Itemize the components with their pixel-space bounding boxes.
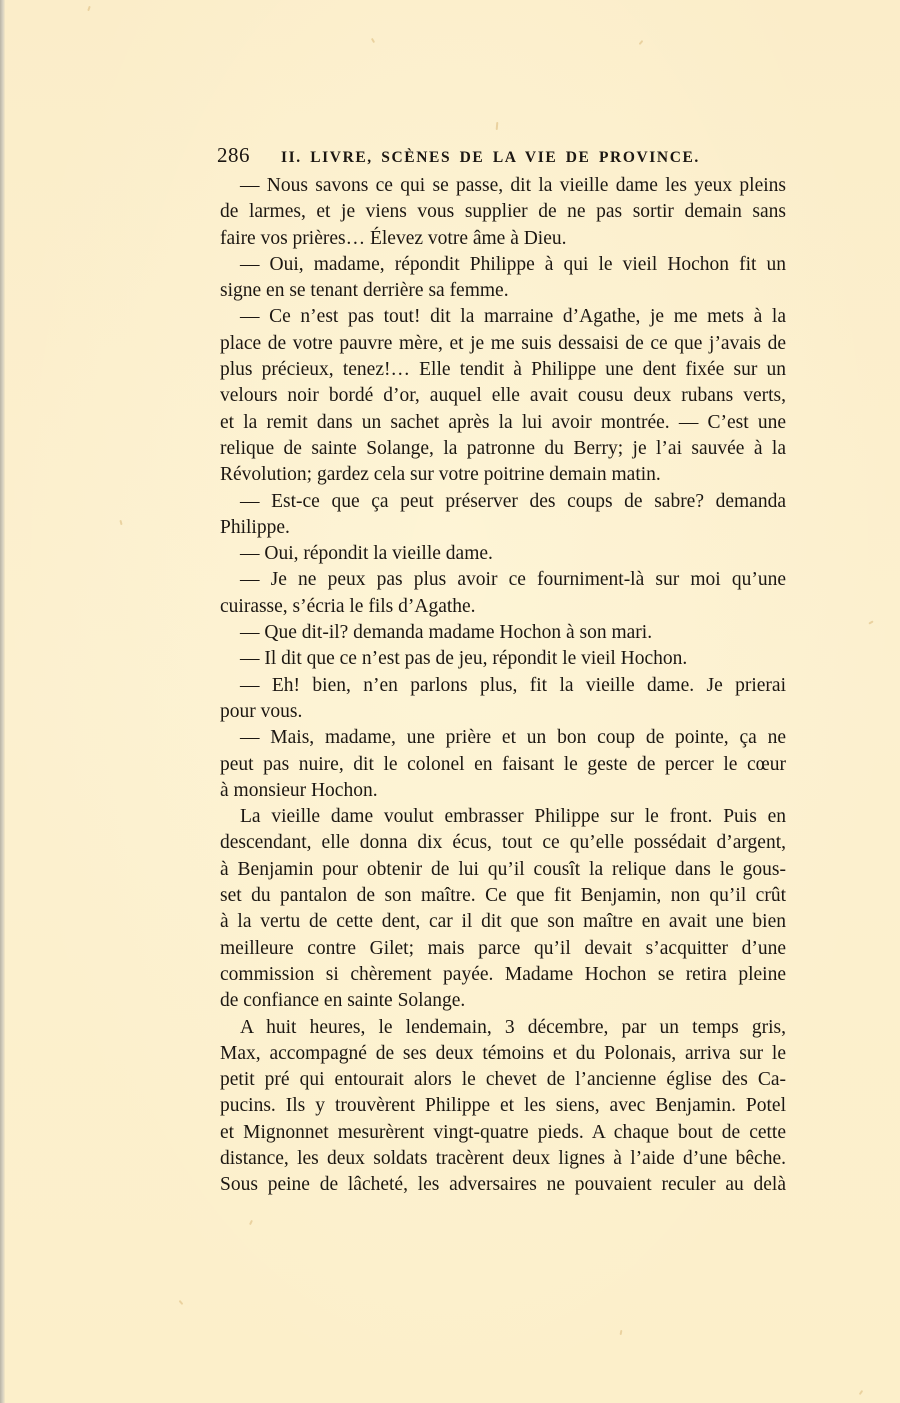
text-line: meilleure contre Gilet; mais parce qu’il devait s’acquitter d’une [220, 937, 786, 959]
text-line: et la remit dans un sachet après la lui avoir montrée. — C’est une [220, 411, 786, 433]
paper-fleck [639, 40, 644, 45]
text-line: Philippe. [220, 516, 290, 538]
text-line: Révolution; gardez cela sur votre poitrine demain matin. [220, 464, 661, 486]
paragraph [220, 252, 786, 305]
paragraph [220, 304, 786, 488]
paragraph [220, 567, 786, 620]
text-line: — Que dit-il? demanda madame Hochon à son mari. [240, 622, 653, 644]
text-line: signe en se tenant derrière sa femme. [220, 280, 509, 302]
paper-fleck [620, 1330, 623, 1335]
text-line: de confiance en sainte Solange. [220, 990, 466, 1012]
paper-fleck [868, 620, 873, 624]
paper-fleck [119, 520, 122, 525]
paragraph [220, 646, 786, 672]
text-line: — Nous savons ce qui se passe, dit la vieille dame les yeux pleins [240, 175, 786, 196]
paper-fleck [87, 6, 91, 11]
text-line: pucins. Ils y trouvèrent Philippe et les siens, avec Benjamin. Potel [220, 1095, 786, 1117]
paragraph [220, 173, 786, 252]
text-line: La vieille dame voulut embrasser Philippe sur le front. Puis en [240, 806, 786, 828]
text-line: — Ce n’est pas tout! dit la marraine d’Agathe, je me mets à la [240, 306, 786, 328]
paper-fleck [496, 122, 499, 130]
text-line: cuirasse, s’écria le fils d’Agathe. [220, 595, 476, 617]
text-line: velours noir bordé d’or, auquel elle avait cousu deux rubans verts, [220, 385, 786, 407]
running-head-title: II. LIVRE, SCÈNES DE LA VIE DE PROVINCE. [281, 149, 700, 166]
text-line: à monsieur Hochon. [220, 779, 378, 801]
text-line: distance, les deux soldats tracèrent deux lignes à l’aide d’une bêche. [220, 1147, 786, 1169]
paper-fleck [371, 38, 375, 43]
text-line: petit pré qui entourait alors le chevet de l’ancienne église des Ca- [220, 1069, 786, 1091]
page-number: 286 [217, 143, 250, 167]
text-line: et Mignonnet mesurèrent vingt-quatre pieds. A chaque bout de cette [220, 1121, 786, 1143]
text-line: — Il dit que ce n’est pas de jeu, répondit le vieil Hochon. [240, 648, 688, 670]
running-head [217, 143, 786, 169]
text-line: pour vous. [220, 700, 303, 722]
text-line: Max, accompagné de ses deux témoins et du Polonais, arriva sur le [220, 1042, 786, 1064]
text-line: de larmes, et je viens vous supplier de ne pas sortir demain sans [220, 201, 786, 223]
text-line: à la vertu de cette dent, car il dit que son maître en avait une bien [220, 911, 786, 933]
text-line: — Oui, madame, répondit Philippe à qui le vieil Hochon fit un [240, 253, 786, 275]
text-line: faire vos prières… Élevez votre âme à Dieu. [220, 227, 567, 249]
text-line: commission si chèrement payée. Madame Hochon se retira pleine [220, 963, 786, 985]
text-line: descendant, elle donna dix écus, tout ce qu’elle possédait d’argent, [220, 832, 786, 854]
page-text-block [217, 143, 786, 1199]
paper-fleck [249, 1220, 253, 1225]
text-line: — Mais, madame, une prière et un bon coup de pointe, ça ne [240, 727, 786, 749]
text-line: à Benjamin pour obtenir de lui qu’il cousît la relique dans le gous- [220, 858, 786, 880]
text-line: — Est-ce que ça peut préserver des coups de sabre? demanda [240, 490, 786, 512]
text-line: — Je ne peux pas plus avoir ce fourniment-là sur moi qu’une [240, 569, 786, 591]
paragraph [220, 620, 786, 646]
text-line: — Eh! bien, n’en parlons plus, fit la vieille dame. Je prierai [240, 674, 786, 696]
paragraph [220, 804, 786, 1014]
paragraph [220, 489, 786, 542]
text-line: Sous peine de lâcheté, les adversaires ne pouvaient reculer au delà [220, 1174, 786, 1196]
text-line: peut pas nuire, dit le colonel en faisant le geste de percer le cœur [220, 753, 786, 775]
text-line: place de votre pauvre mère, et je me suis dessaisi de ce que j’avais de [220, 332, 786, 354]
text-line: A huit heures, le lendemain, 3 décembre, par un temps gris, [240, 1016, 786, 1038]
paragraph [220, 541, 786, 567]
paper-fleck [859, 1390, 864, 1395]
page-left-edge-shadow [0, 0, 5, 1403]
paper-fleck [179, 1300, 184, 1305]
text-line: set du pantalon de son maître. Ce que fit Benjamin, non qu’il crût [220, 885, 786, 907]
text-line: plus précieux, tenez!… Elle tendit à Philippe une dent fixée sur un [220, 359, 786, 381]
text-line: — Oui, répondit la vieille dame. [240, 543, 493, 565]
paragraph [220, 1015, 786, 1199]
paragraph [220, 673, 786, 726]
paragraph [220, 725, 786, 804]
body-text [220, 173, 786, 1199]
text-line: relique de sainte Solange, la patronne du Berry; je l’ai sauvée à la [220, 437, 786, 459]
